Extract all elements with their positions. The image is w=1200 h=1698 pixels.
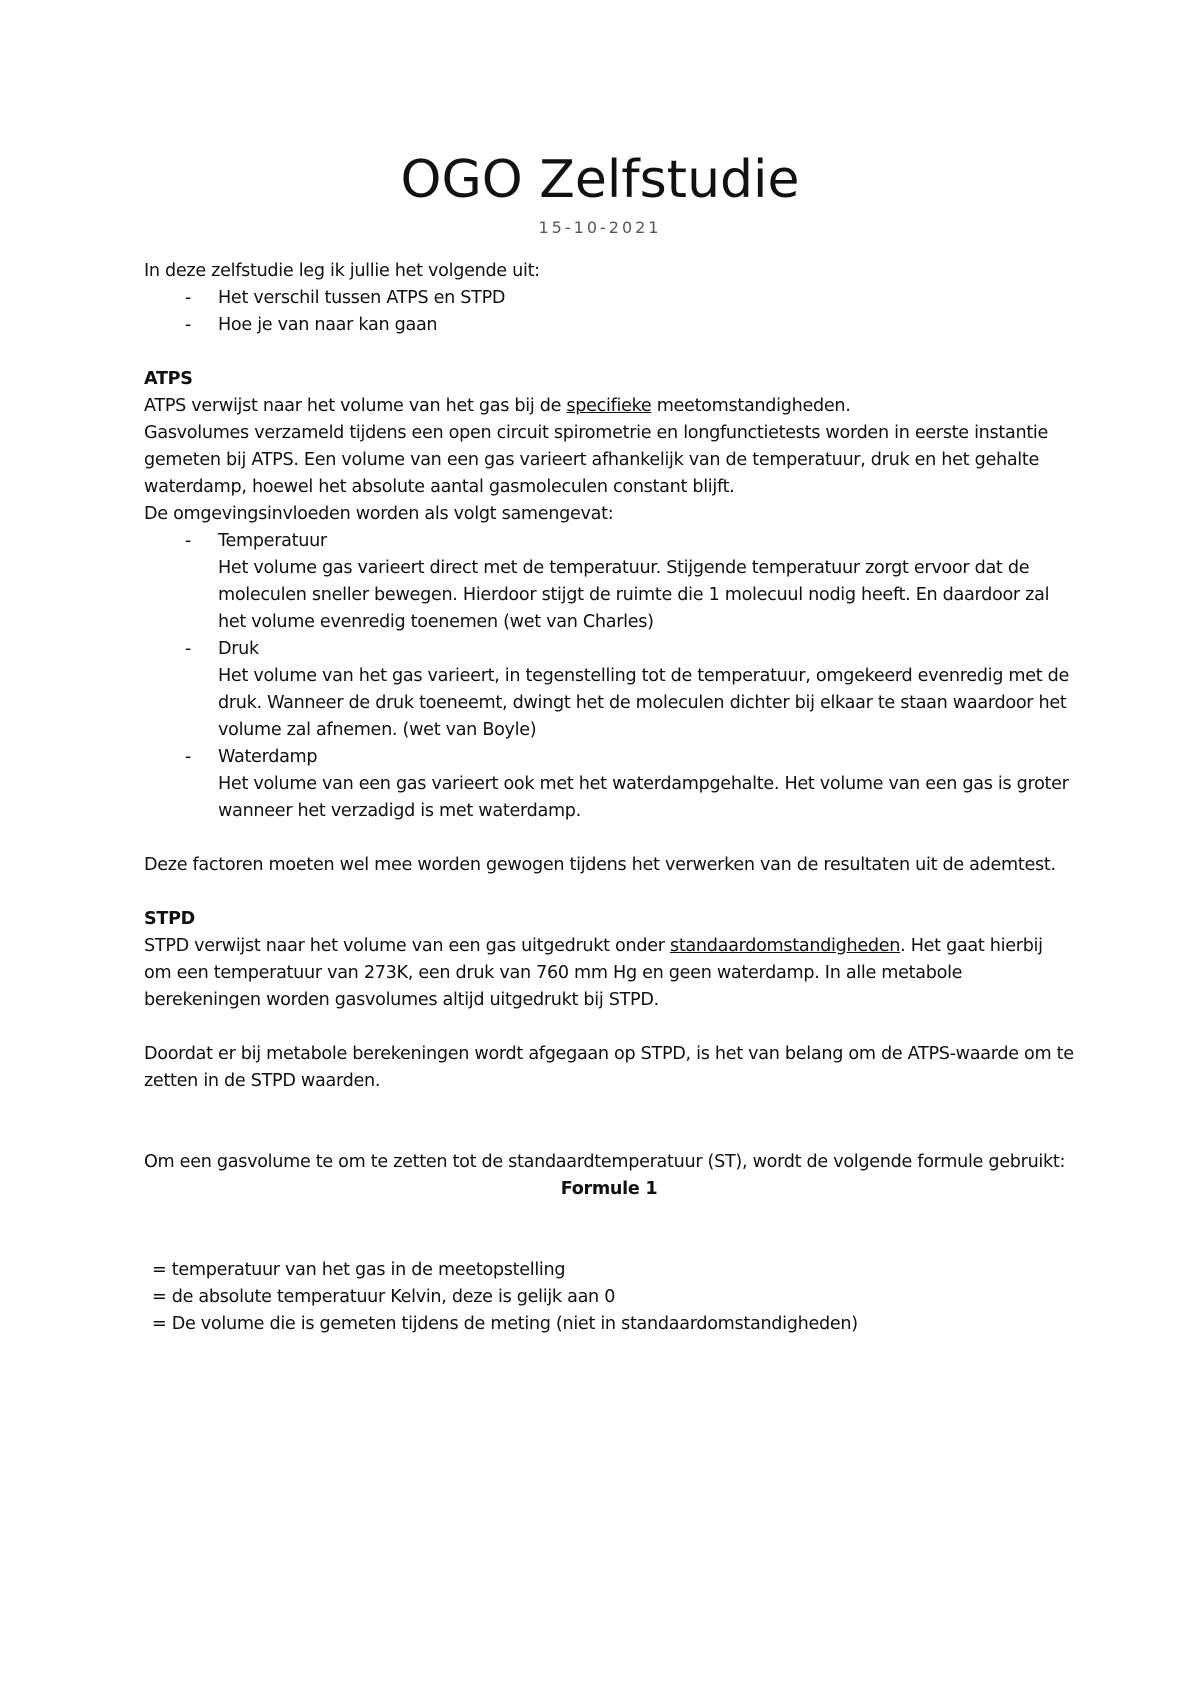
atps-definition	[144, 393, 1074, 420]
factor-text: Het volume gas varieert direct met de temperatuur. Stijgende temperatuur zorgt ervoor dat de moleculen sneller bewegen. Hierdoor stijgt de ruimte die 1 molecuul nodig heeft. En daardoor zal het volume evenredig toenemen (wet van Charles)	[218, 558, 1050, 632]
factor-name: Temperatuur	[218, 531, 327, 551]
stpd-paragraph-3: Om een gasvolume te om te zetten tot de standaardtemperatuur (ST), wordt de volgende formule gebruikt:	[144, 1152, 1066, 1172]
stpd-heading: STPD	[144, 909, 195, 929]
bullet-dash: -	[185, 288, 192, 308]
document-date: 15-10-2021	[538, 218, 662, 237]
factor-name: Druk	[218, 639, 259, 659]
atps-definition-pre: ATPS verwijst naar het volume van het gas bij de	[144, 396, 567, 416]
stpd-definition-underlined: standaardomstandigheden	[669, 936, 901, 956]
atps-heading: ATPS	[144, 369, 193, 389]
formula-definition: = temperatuur van het gas in de meetopstelling	[152, 1260, 566, 1280]
atps-summary: De omgevingsinvloeden worden als volgt samengevat:	[144, 504, 614, 524]
intro-item	[144, 312, 1074, 339]
intro-text: In deze zelfstudie leg ik jullie het volgende uit:	[144, 261, 540, 281]
formula-definition: = de absolute temperatuur Kelvin, deze is gelijk aan 0	[152, 1287, 616, 1307]
document-title: OGO Zelfstudie	[400, 150, 800, 210]
stpd-definition-post: . Het gaat hierbij om een temperatuur van 273K, een druk van 760 mm Hg en geen waterdamp. In alle metabole berekeningen worden gasvolumes altijd uitgedrukt bij STPD.	[144, 936, 1043, 1010]
atps-paragraph: Gasvolumes verzameld tijdens een open circuit spirometrie en longfunctietests worden in eerste instantie gemeten bij ATPS. Een volume van een gas varieert afhankelijk van de temperatuur, druk en het gehalte waterdamp, hoewel het absolute aantal gasmoleculen constant blijft.	[144, 423, 1049, 497]
factor-item	[144, 528, 1074, 636]
stpd-definition-pre: STPD verwijst naar het volume van een gas uitgedrukt onder	[144, 936, 670, 956]
stpd-paragraph-2: Doordat er bij metabole berekeningen wordt afgegaan op STPD, is het van belang om de ATPS-waarde om te zetten in de STPD waarden.	[144, 1044, 1074, 1091]
formula-label: Formule 1	[560, 1179, 658, 1199]
bullet-dash: -	[185, 315, 192, 335]
factor-text: Het volume van een gas varieert ook met het waterdampgehalte. Het volume van een gas is groter wanneer het verzadigd is met waterdamp.	[218, 774, 1069, 821]
stpd-definition	[144, 933, 1074, 1014]
intro-item-text: Hoe je van naar kan gaan	[218, 315, 438, 335]
bullet-dash: -	[185, 531, 192, 551]
bullet-dash: -	[185, 639, 192, 659]
factor-item	[144, 744, 1074, 825]
atps-definition-post: meetomstandigheden.	[651, 396, 851, 416]
factor-item	[144, 636, 1074, 744]
factor-text: Het volume van het gas varieert, in tegenstelling tot de temperatuur, omgekeerd evenredig met de druk. Wanneer de druk toeneemt, dwingt het de moleculen dichter bij elkaar te staan waardoor het volume zal afnemen. (wet van Boyle)	[218, 666, 1070, 740]
factor-name: Waterdamp	[218, 747, 318, 767]
bullet-dash: -	[185, 747, 192, 767]
intro-item-text: Het verschil tussen ATPS en STPD	[218, 288, 506, 308]
formula-definition: = De volume die is gemeten tijdens de meting (niet in standaardomstandigheden)	[152, 1314, 858, 1334]
atps-closing: Deze factoren moeten wel mee worden gewogen tijdens het verwerken van de resultaten uit de ademtest.	[144, 855, 1056, 875]
intro-item	[144, 285, 1074, 312]
atps-definition-underlined: specifieke	[566, 396, 652, 416]
document-body	[144, 258, 1074, 1338]
